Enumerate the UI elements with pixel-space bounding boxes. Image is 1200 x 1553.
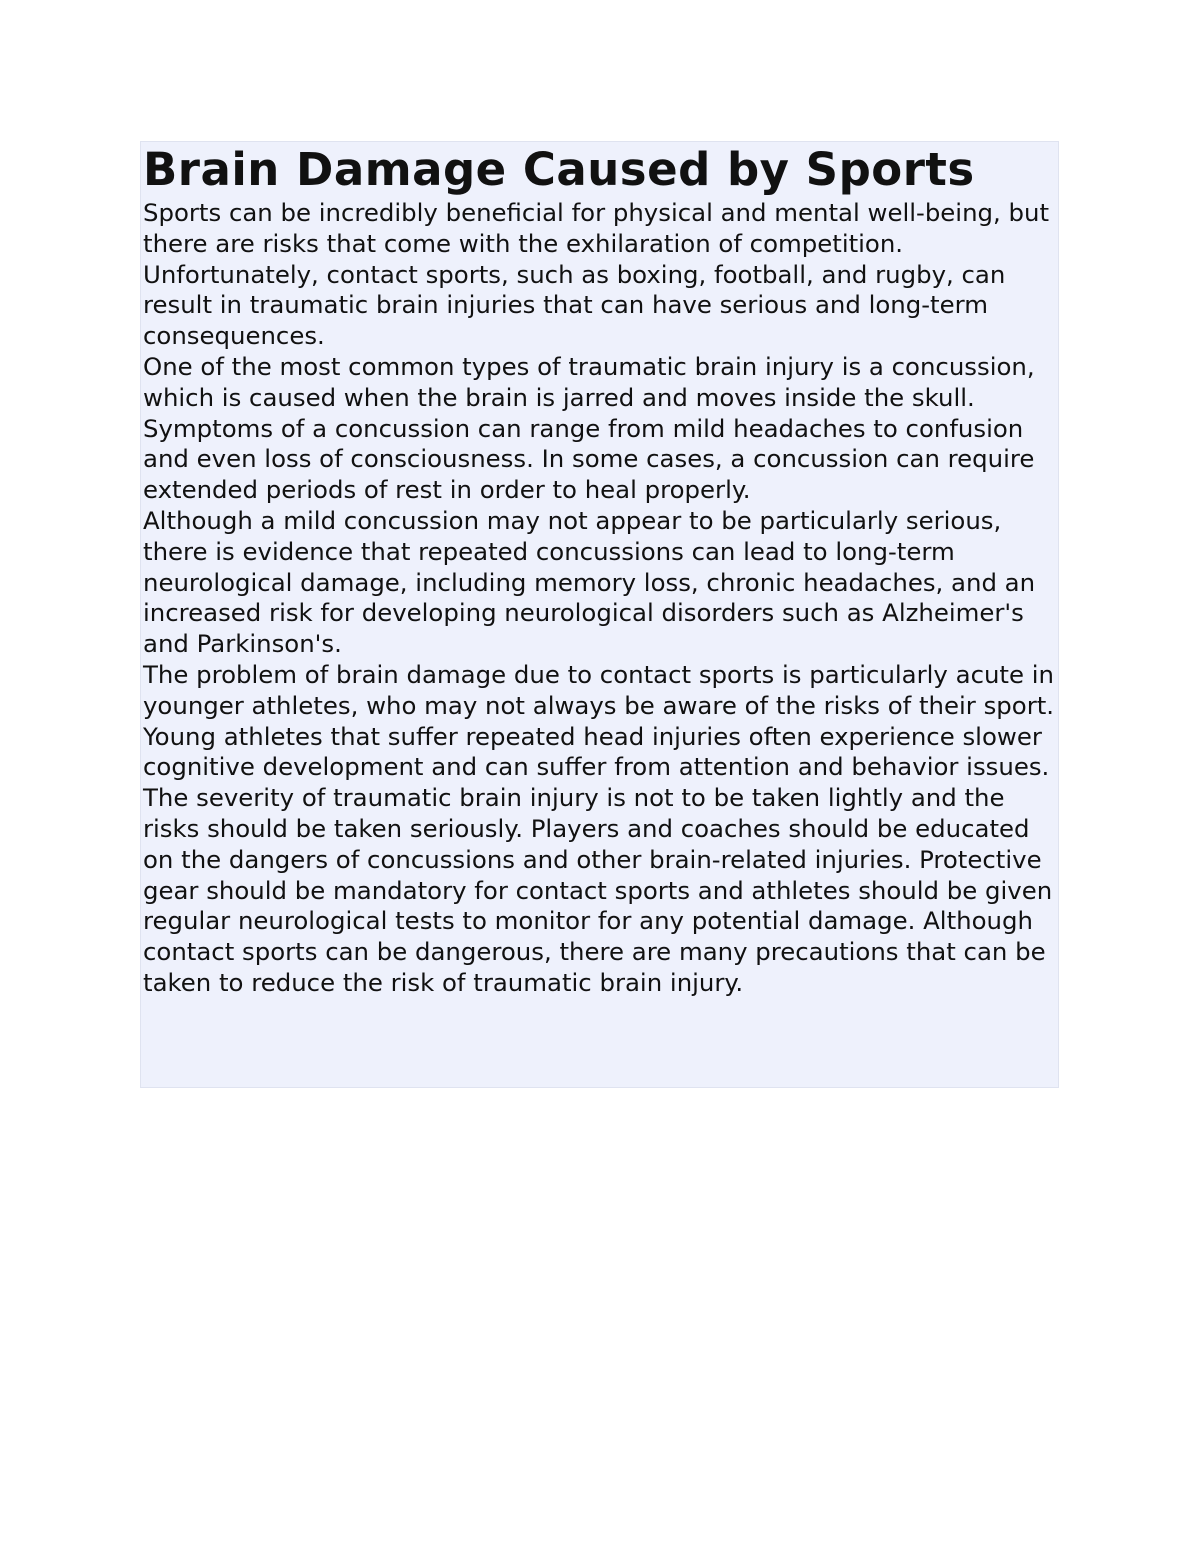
paragraph-concussion: One of the most common types of traumatic brain injury is a concussion, which is caused when the brain is jarred and moves inside the skull. Symptoms of a concussion can range from mild headaches to confusion and even loss of consciousness. In some cases, a concussion can require extended periods of rest in order to heal properly. [143, 351, 1035, 505]
document-text-block [140, 141, 1059, 1088]
document-title: Brain Damage Caused by Sports [143, 143, 975, 196]
paragraph-long-term-damage: Although a mild concussion may not appear to be particularly serious, there is evidence that repeated concussions can lead to long-term neurological damage, including memory loss, chronic headaches, and an increased risk for developing neurological disorders such as Alzheimer's and Parkinson's. [143, 505, 1036, 659]
paragraph-intro: Sports can be incredibly beneficial for physical and mental well-being, but there are risks that come with the exhilaration of competition. Unfortunately, contact sports, such as boxing, football, and rugby, can result in traumatic brain injuries that can have serious and long-term consequences. [143, 198, 1050, 351]
paragraph-precautions: The severity of traumatic brain injury is not to be taken lightly and the risks should be taken seriously. Players and coaches should be educated on the dangers of concussions and other brain-related injuries. Protective gear should be mandatory for contact sports and athletes should be given regular neurological tests to monitor for any potential damage. Although contact sports can be dangerous, there are many precautions that can be taken to reduce the risk of traumatic brain injury. [143, 783, 1053, 997]
paragraph-young-athletes: The problem of brain damage due to contact sports is particularly acute in younger athletes, who may not always be aware of the risks of their sport. Young athletes that suffer repeated head injuries often experience slower cognitive development and can suffer from attention and behavior issues. [143, 659, 1055, 782]
